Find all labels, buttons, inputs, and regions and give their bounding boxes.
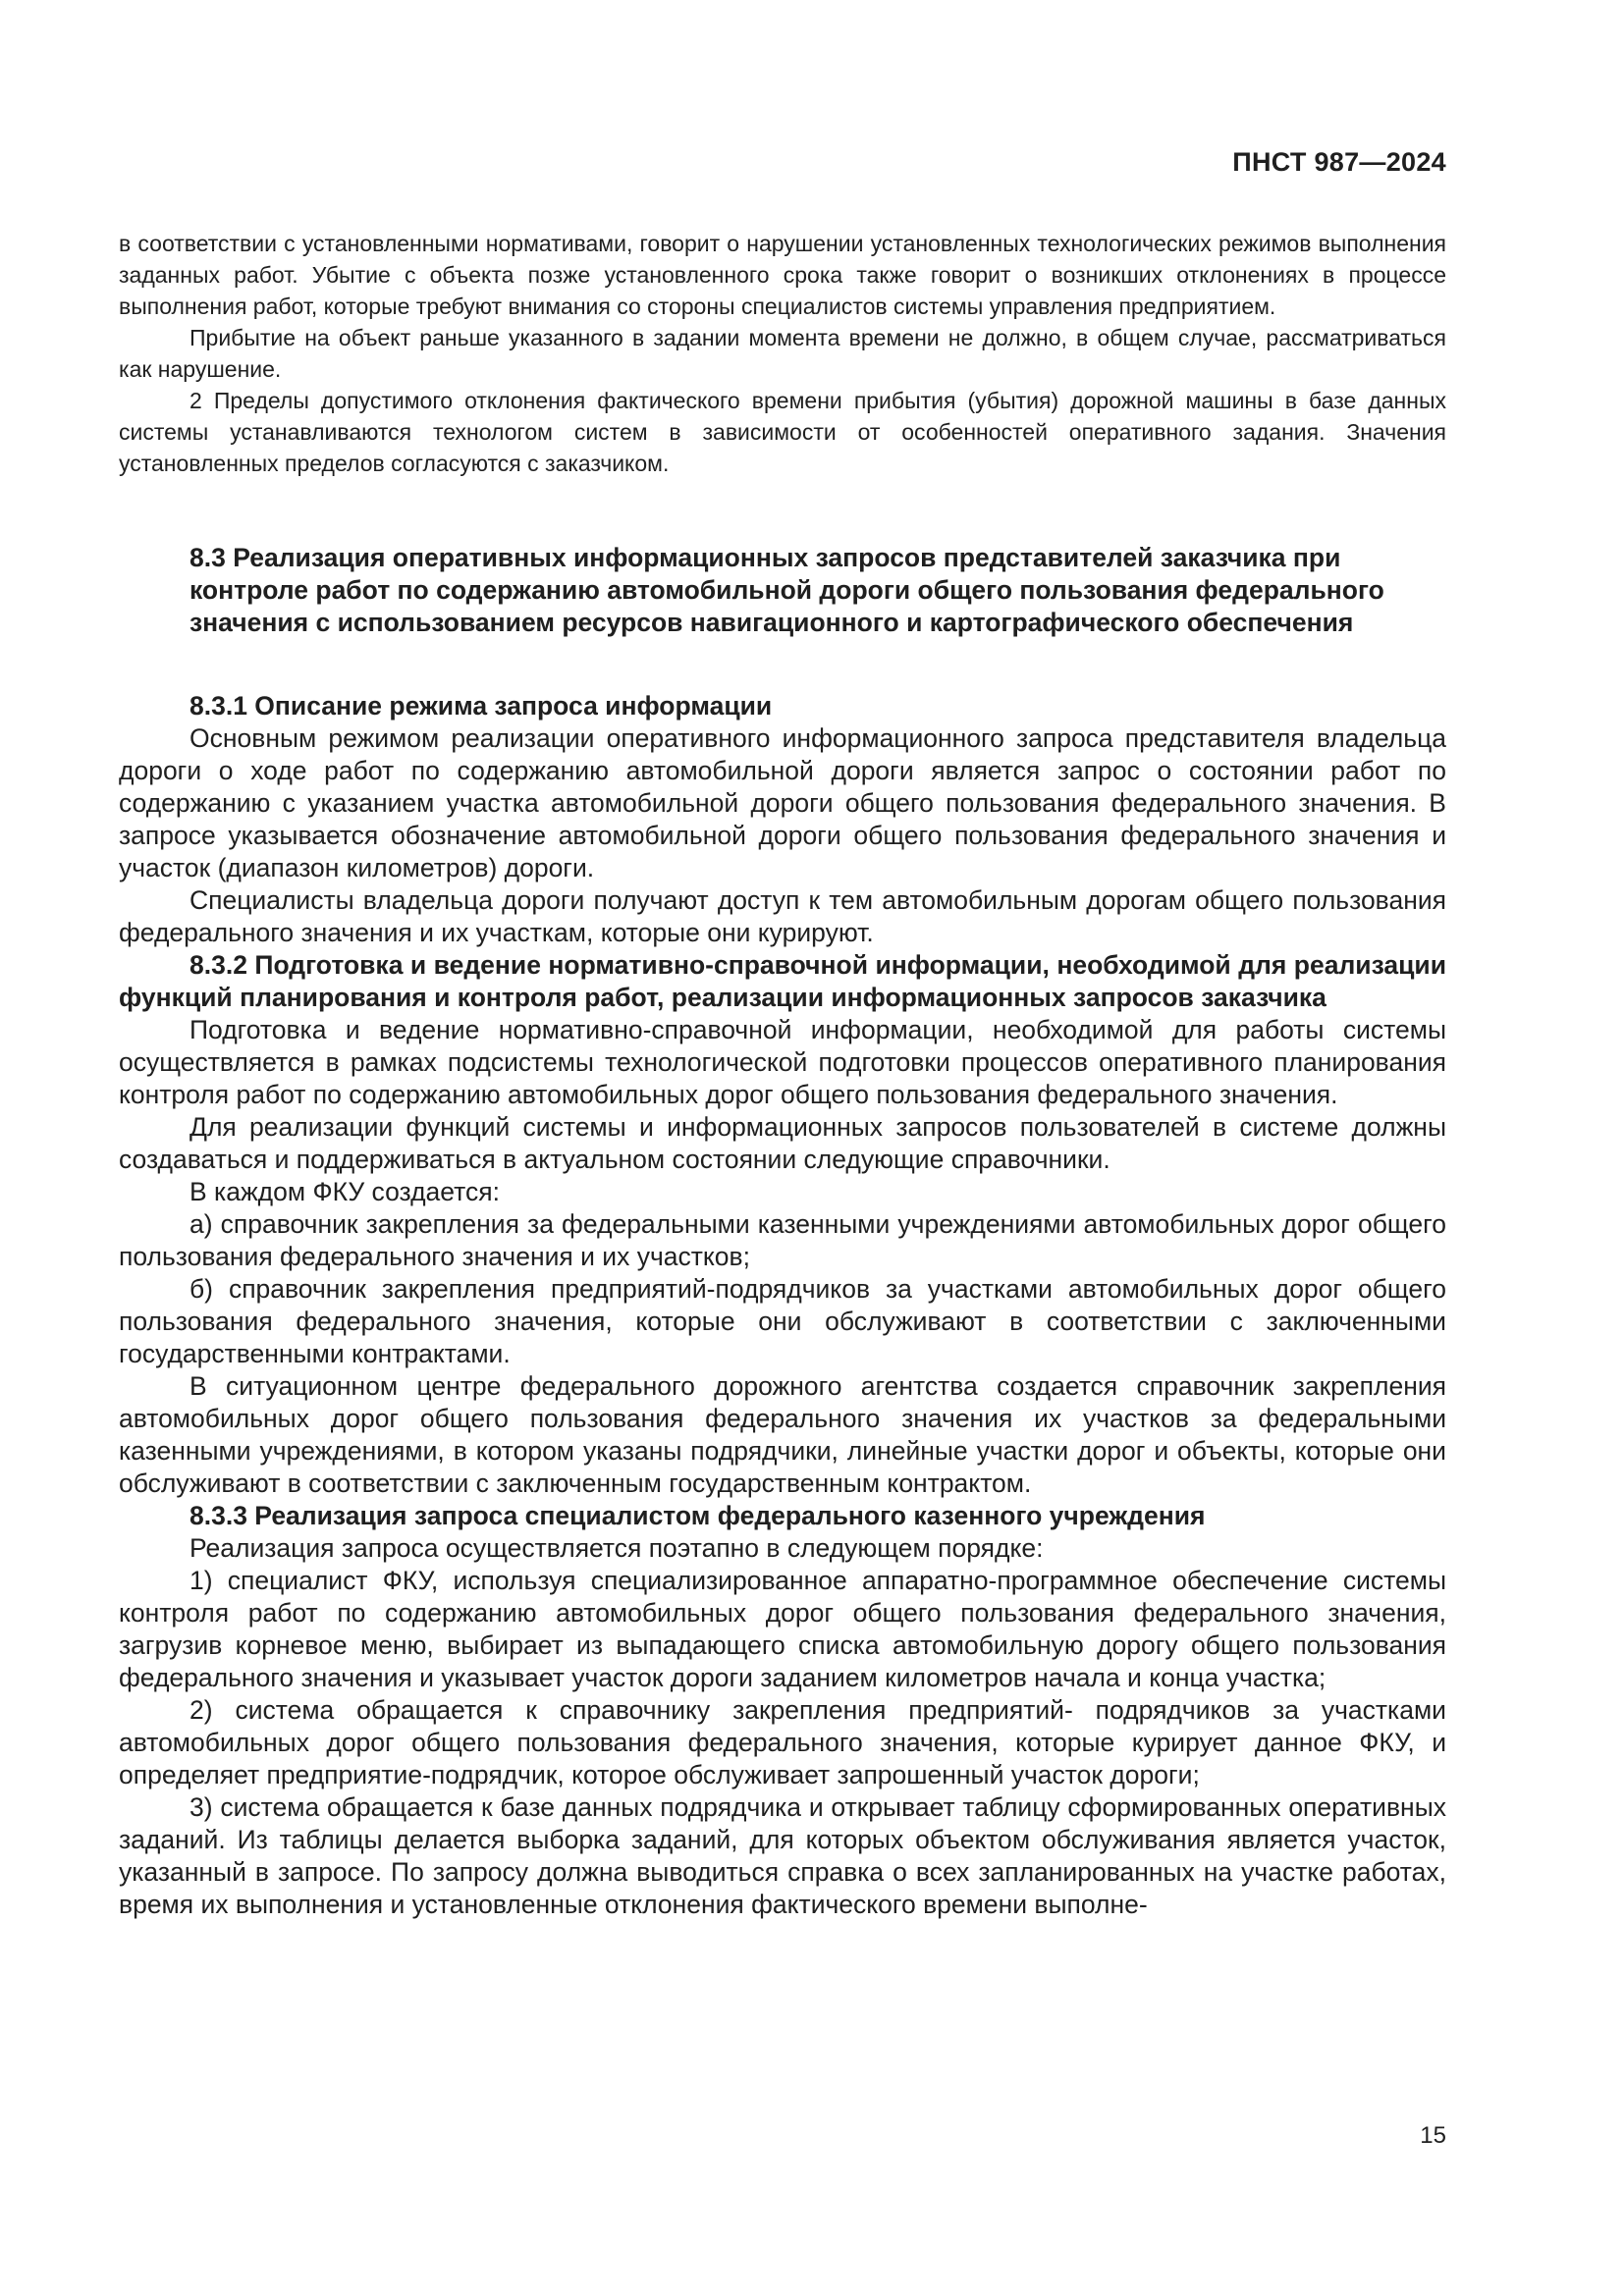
body-paragraph: Специалисты владельца дороги получают доступ к тем автомобильным дорогам общего пользования федерального значения и их участкам, которые они курируют.	[119, 885, 1446, 947]
note-paragraph: 2 Пределы допустимого отклонения фактического времени прибытия (убытия) дорожной машины в базе данных системы устанавливаются технологом систем в зависимости от особенностей оперативного задания. Значения установленных пределов согласуются с заказчиком.	[119, 388, 1446, 476]
body-paragraph: В каждом ФКУ создается:	[189, 1177, 500, 1206]
body-paragraph: Подготовка и ведение нормативно-справочной информации, необходимой для работы системы осуществляется в рамках подсистемы технологической подготовки процессов оперативного планирования контроля работ по содержанию автомобильных дорог общего пользования федерального значения.	[119, 1015, 1446, 1109]
note-paragraph: в соответствии с установленными нормативами, говорит о нарушении установленных технологических режимов выполнения заданных работ. Убытие с объекта позже установленного срока также говорит о возникших отклонениях в процессе выполнения работ, которые требуют внимания со стороны специалистов системы управления предприятием.	[119, 231, 1446, 319]
subsection-heading: 8.3.1 Описание режима запроса информации	[189, 691, 773, 721]
list-item: 3) система обращается к базе данных подрядчика и открывает таблицу сформированных оперативных заданий. Из таблицы делается выборка заданий, для которых объектом обслуживания является участок, указанный в запросе. По запросу должна выводиться справка о всех запланированных на участке работах, время их выполнения и установленные отклонения фактического времени выполне-	[119, 1792, 1446, 1919]
body-paragraph: В ситуационном центре федерального дорожного агентства создается справочник закрепления автомобильных дорог общего пользования федерального значения их участков за федеральными казенными учреждениями, в котором указаны подрядчики, линейные участки дорог и объекты, которые они обслуживают в соответствии с заключенным государственным контрактом.	[119, 1371, 1446, 1498]
document-code: ПНСТ 987—2024	[1232, 147, 1446, 177]
body-block	[119, 690, 1446, 1921]
list-item: б) справочник закрепления предприятий-подрядчиков за участками автомобильных дорог общего пользования федерального значения, которые они обслуживают в соответствии с заключенными государственными контрактами.	[119, 1274, 1446, 1368]
note-paragraph: Прибытие на объект раньше указанного в задании момента времени не должно, в общем случае, рассматриваться как нарушение.	[119, 325, 1446, 382]
list-item: 2) система обращается к справочнику закрепления предприятий- подрядчиков за участками автомобильных дорог общего пользования федерального значения, которые курирует данное ФКУ, и определяет предприятие-подрядчик, которое обслуживает запрошенный участок дороги;	[119, 1695, 1446, 1789]
list-item: а) справочник закрепления за федеральными казенными учреждениями автомобильных дорог общего пользования федерального значения и их участков;	[119, 1209, 1446, 1271]
body-paragraph: Реализация запроса осуществляется поэтапно в следующем порядке:	[189, 1533, 1044, 1563]
page-number: 15	[1420, 2122, 1446, 2149]
subsection-heading: 8.3.3 Реализация запроса специалистом федерального казенного учреждения	[189, 1501, 1206, 1530]
section-heading: 8.3 Реализация оперативных информационных запросов представителей заказчика при контроле работ по содержанию автомобильной дороги общего пользования федерального значения с использованием ресурсов навигационного и картографического обеспечения	[189, 543, 1384, 637]
list-item: 1) специалист ФКУ, используя специализированное аппаратно-программное обеспечение системы контроля работ по содержанию автомобильных дорог общего пользования федерального значения, загрузив корневое меню, выбирает из выпадающего списка автомобильную дорогу общего пользования федерального значения и указывает участок дороги заданием километров начала и конца участка;	[119, 1566, 1446, 1692]
subsection-heading: 8.3.2 Подготовка и ведение нормативно-справочной информации, необходимой для реализации функций планирования и контроля работ, реализации информационных запросов заказчика	[119, 950, 1446, 1012]
body-paragraph: Основным режимом реализации оперативного информационного запроса представителя владельца дороги о ходе работ по содержанию автомобильной дороги является запрос о состоянии работ по содержанию с указанием участка автомобильной дороги общего пользования федерального значения. В запросе указывается обозначение автомобильной дороги общего пользования федерального значения и участок (диапазон километров) дороги.	[119, 723, 1446, 882]
body-paragraph: Для реализации функций системы и информационных запросов пользователей в системе должны создаваться и поддерживаться в актуальном состоянии следующие справочники.	[119, 1112, 1446, 1174]
notes-block	[119, 228, 1446, 479]
